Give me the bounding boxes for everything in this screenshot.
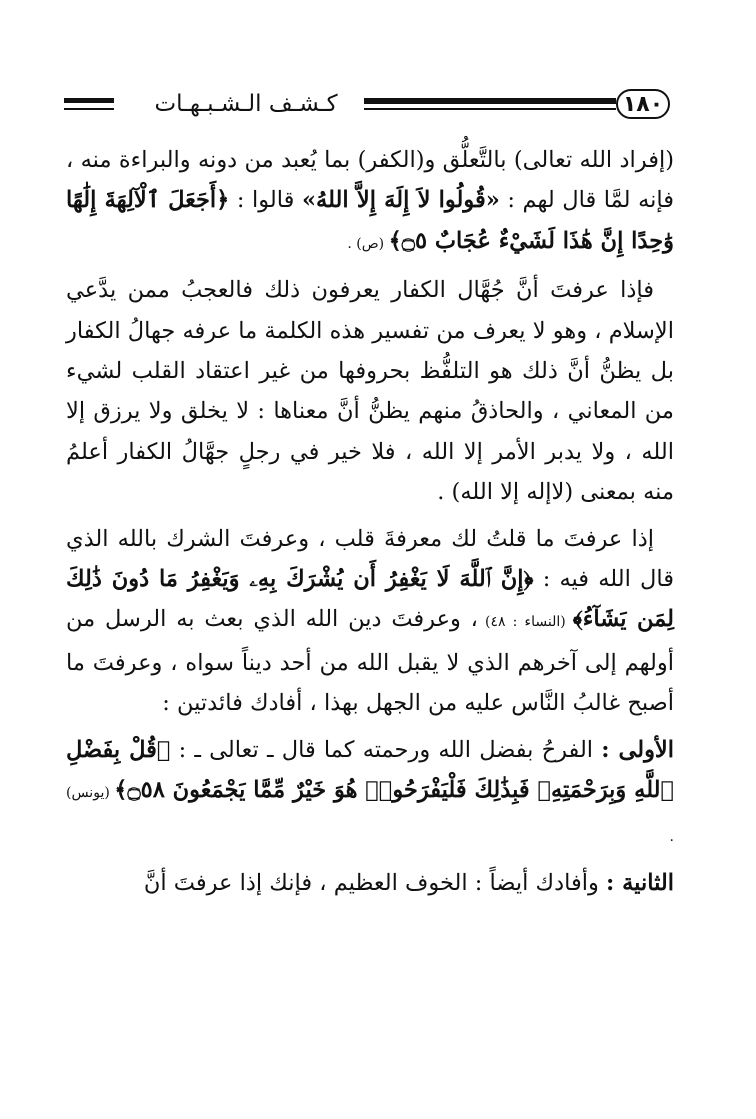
surah-ref-yunus: (يونس) . (66, 785, 674, 845)
p1-text-a: (إفراد الله تعالى) بالتَّعلُّق و(الكفر) بما يُعبد من دونه والبراءة منه ، فإنه لمَّا قال لهم : (66, 147, 675, 214)
p5-text-a: وأفادك أيضاً : الخوف العظيم ، فإنك إذا عرفتَ أنَّ (143, 869, 606, 896)
quran-verse-nisa: ﴿إِنَّ ٱللَّهَ لَا يَغْفِرُ أَن يُشْرَكَ بِهِۦ وَيَغْفِرُ مَا دُونَ ذَٰلِكَ لِمَن يَشَآءُ﴾ (66, 566, 675, 633)
p3-text-b: ، وعرفتَ دين الله الذي بعث به الرسل من أولهم إلى آخرهم الذي لا يقبل الله من أحد ديناً سواه ، وعرفتَ ما أصبح غالبُ النَّاس عليه من الجهل بهذا ، أفادك فائدتين : (66, 606, 674, 717)
paragraph-1 (66, 140, 674, 264)
quran-verse-yunus: ﴿قُلْ بِفَضْلِ ٱللَّهِ وَبِرَحْمَتِهِۦ فَبِذَٰلِكَ فَلْيَفْرَحُوا۟ هُوَ خَيْرٌ مِّمَّا يَجْمَعُونَ ۝٥٨﴾ (66, 736, 675, 804)
p3-text-a: إذا عرفتَ ما قلتُ لك معرفةَ قلب ، وعرفتَ الشرك بالله الذي قال الله فيه : (66, 525, 675, 593)
quran-verse-sad: ﴿أَجَعَلَ ٱلْآلِهَةَ إِلَٰهًا وَٰحِدًا إِنَّ هَٰذَا لَشَيْءٌ عُجَابٌ ۝٥﴾ (66, 187, 674, 254)
paragraph-2: فإذا عرفتَ أنَّ جُهَّال الكفار يعرفون ذلك فالعجبُ ممن يدَّعي الإسلام ، وهو لا يعرف من تفسير هذه الكلمة ما عرفه جهالُ الكفار بل يظنُّ أنَّ ذلك هو التلفُّظ بحروفها من غير اعتقاد القلب لشيء من المعاني ، والحاذقُ منهم يظنُّ أنَّ معناها : لا يخلق ولا يرزق إلا الله ، ولا يدبر الأمر إلا الله ، فلا خير في رجلٍ جهَّالُ الكفار أعلمُ منه بمعنى (لاإله إلا الله) . (66, 277, 674, 506)
hadith-quote: «قُولُوا لاَ إِلَهَ إِلاَّ اللهُ» (301, 187, 500, 214)
header-rule-right (364, 98, 616, 110)
first-benefit-label: الأولى : (601, 736, 675, 763)
paragraph-4 (66, 730, 674, 857)
surah-ref-sad: (ص) . (347, 235, 389, 252)
p1-text-b: قالوا : (229, 187, 302, 214)
surah-ref-nisa: (النساء : ٤٨) (477, 614, 573, 631)
p4-text-a: الفرحُ بفضل الله ورحمته كما قال ـ تعالى ـ : (170, 736, 602, 763)
header-rule-left (64, 98, 114, 110)
page-number: ١٨٠ (616, 89, 670, 119)
running-title: كـشـف الـشـبـهـات (154, 91, 338, 117)
page-body (66, 140, 674, 903)
paragraph-3 (66, 519, 674, 724)
second-benefit-label: الثانية : (605, 869, 674, 896)
paragraph-5 (66, 863, 674, 903)
page-header (64, 85, 670, 125)
